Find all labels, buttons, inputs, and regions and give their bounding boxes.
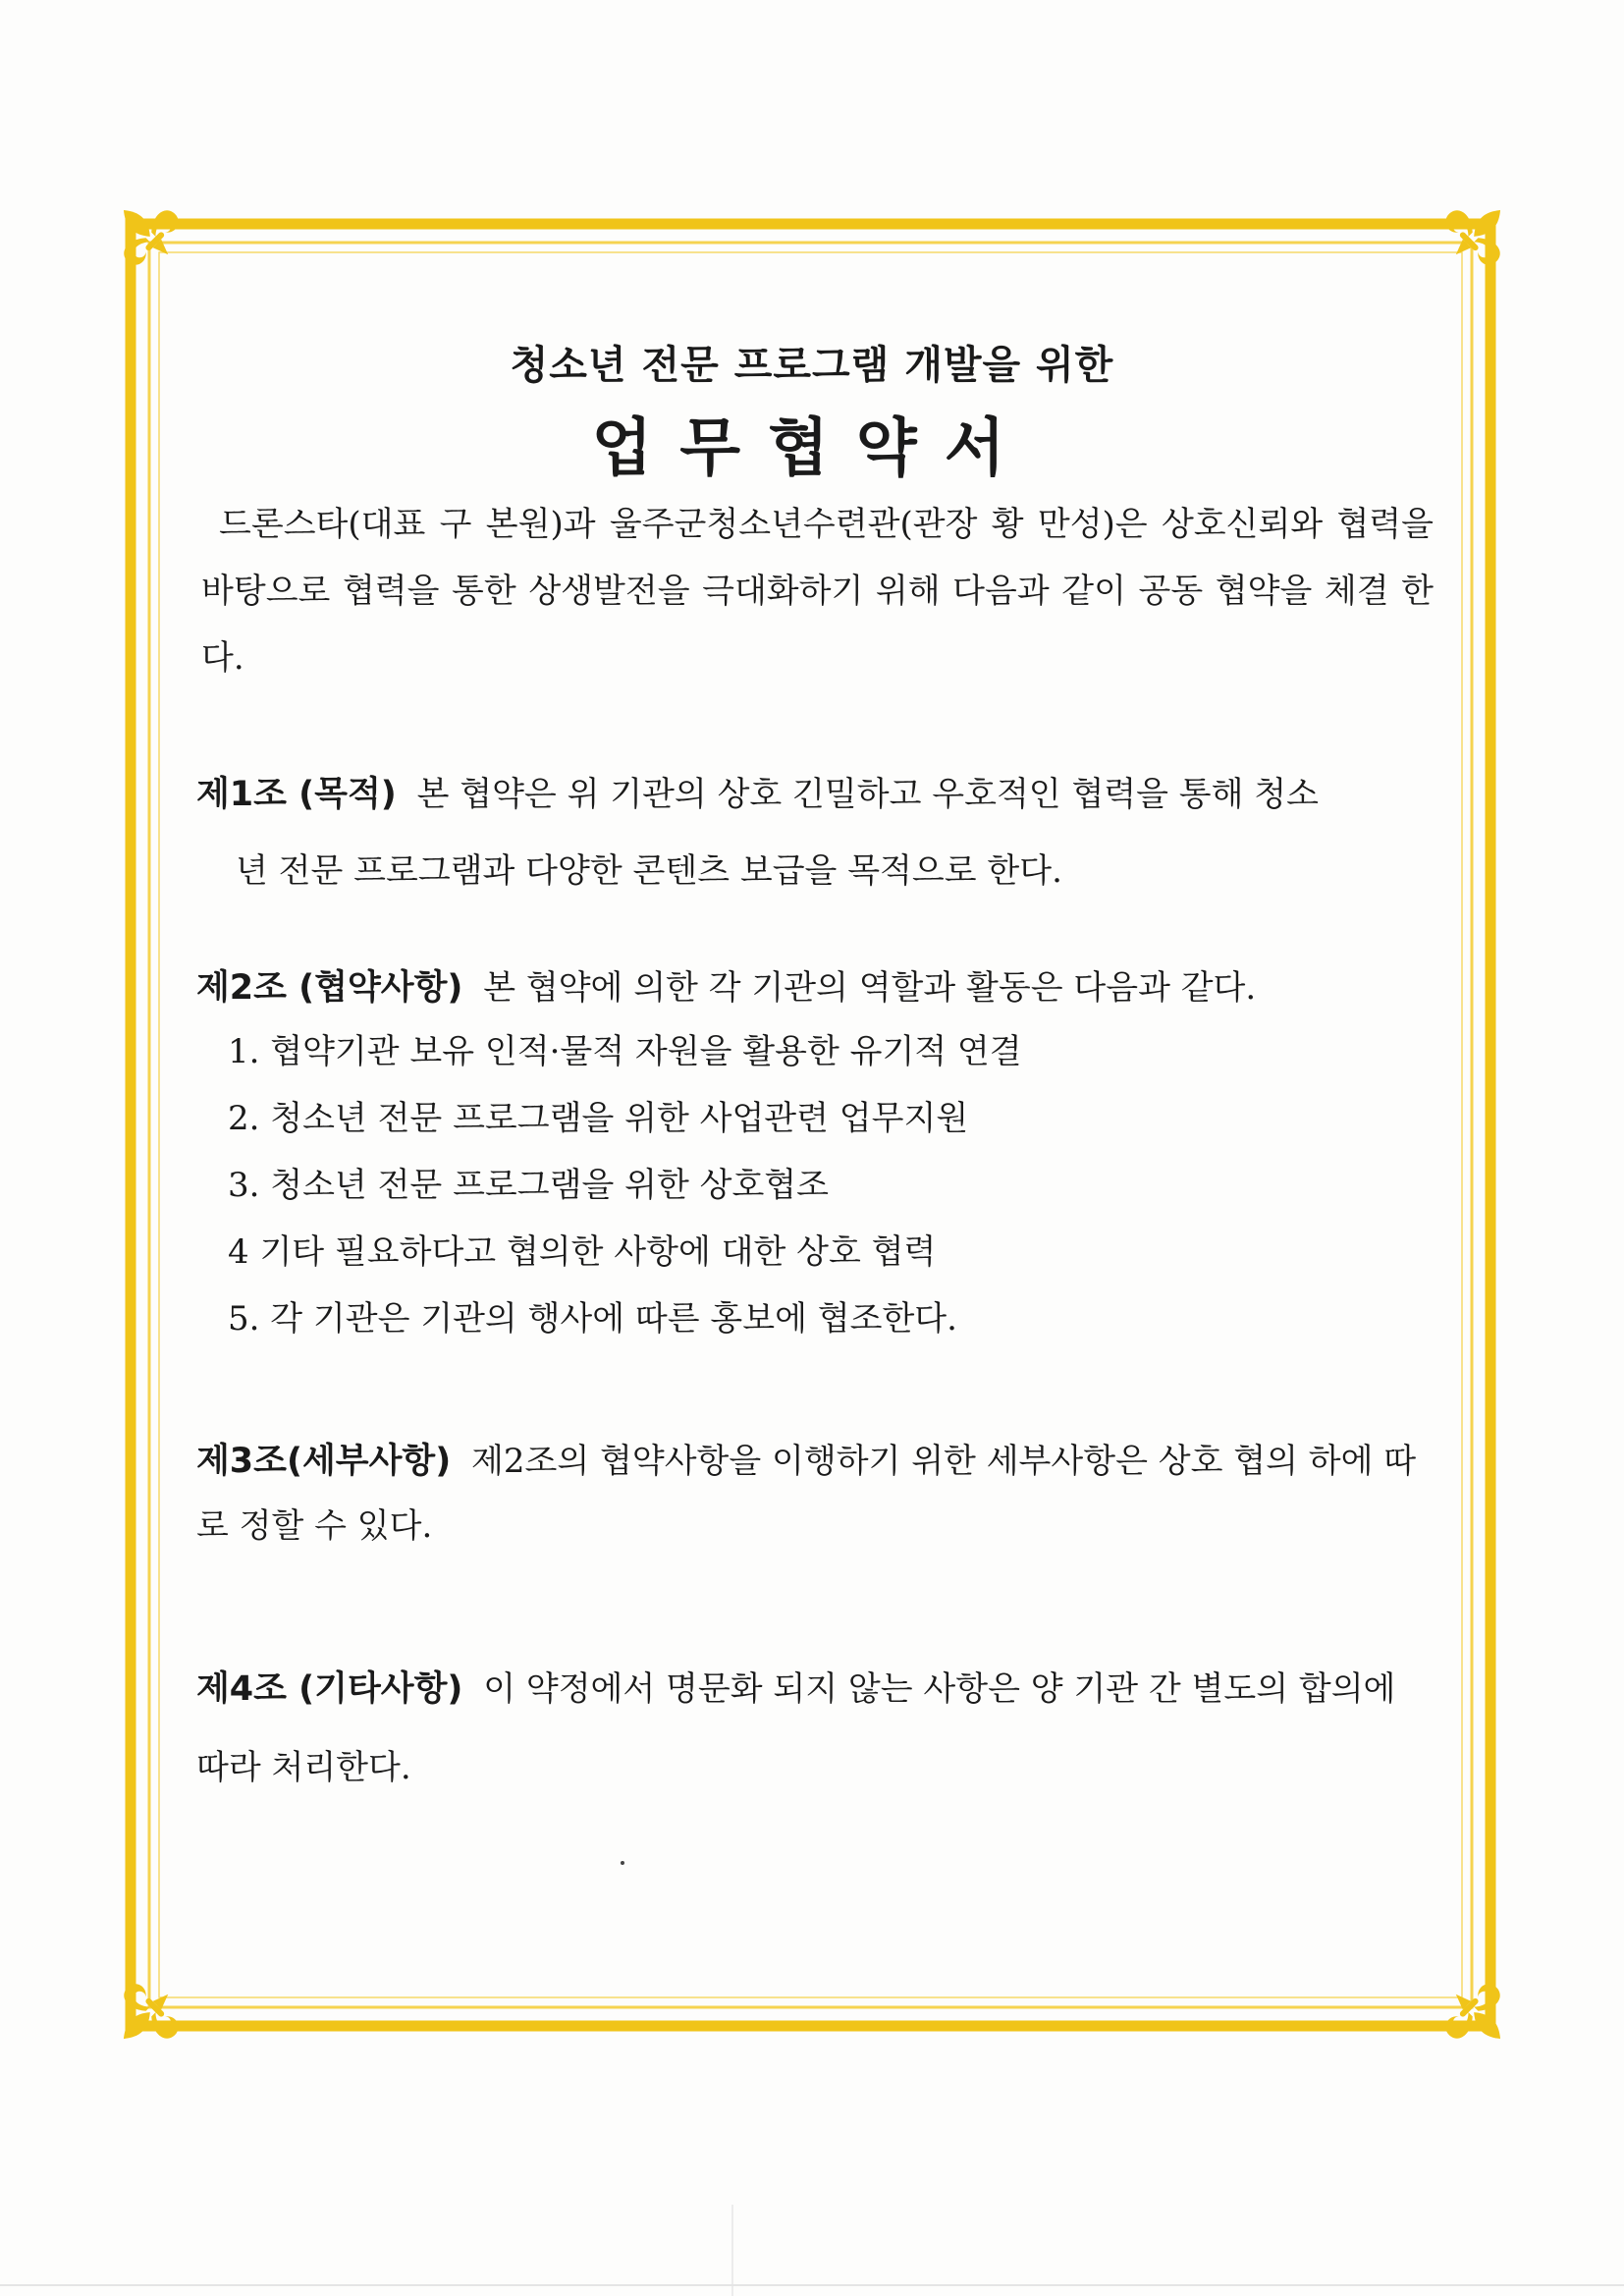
document-subtitle: 청소년 전문 프로그램 개발을 위한 — [510, 343, 1114, 388]
article-4-text: 이 약정에서 명문화 되지 않는 사항은 양 기관 간 별도의 합의에 따라 처리한다. — [196, 1669, 1396, 1787]
article-1 — [196, 756, 1435, 909]
list-item: 2. 청소년 전문 프로그램을 위한 사업관련 업무지원 — [228, 1099, 969, 1138]
article-1-text-line1: 본 협약은 위 기관의 상호 긴밀하고 우호적인 협력을 통해 청소 — [416, 775, 1319, 814]
article-2-label: 제2조 (협약사항) — [196, 968, 463, 1008]
document-title: 업무협약서 — [591, 412, 1033, 485]
list-item: 5. 각 기관은 기관의 행사에 따른 홍보에 협조한다. — [228, 1299, 957, 1339]
intro-paragraph: 드론스타(대표 구 본원)과 울주군청소년수련관(관장 황 만성)은 상호신뢰와 협력을 바탕으로 협력을 통한 상생발전을 극대화하기 위해 다음과 같이 공동 협약을 체결 한다. — [201, 505, 1434, 678]
article-3-label: 제3조(세부사항) — [196, 1442, 452, 1481]
article-1-text-line2: 년 전문 프로그램과 다양한 콘텐츠 보급을 목적으로 한다. — [236, 851, 1062, 891]
article-4 — [196, 1650, 1435, 1807]
article-2-items — [196, 1018, 1435, 1352]
article-4-label: 제4조 (기타사항) — [196, 1669, 463, 1709]
list-item: 3. 청소년 전문 프로그램을 위한 상호협조 — [228, 1166, 829, 1205]
scan-speck — [621, 1861, 624, 1865]
scan-bottom-edge — [0, 2284, 1624, 2286]
article-1-label: 제1조 (목적) — [196, 775, 397, 814]
list-item: 4 기타 필요하다고 협의한 사항에 대한 상호 협력 — [228, 1232, 937, 1272]
article-2-text: 본 협약에 의한 각 기관의 역할과 활동은 다음과 같다. — [483, 968, 1257, 1008]
article-3 — [196, 1429, 1435, 1558]
list-item: 1. 협약기관 보유 인적·물적 자원을 활용한 유기적 연결 — [228, 1032, 1022, 1071]
scan-fold-line — [731, 2205, 733, 2296]
article-3-text: 제2조의 협약사항을 이행하기 위한 세부사항은 상호 협의 하에 따로 정할 수 있다. — [196, 1442, 1417, 1546]
article-2 — [196, 957, 1435, 1352]
